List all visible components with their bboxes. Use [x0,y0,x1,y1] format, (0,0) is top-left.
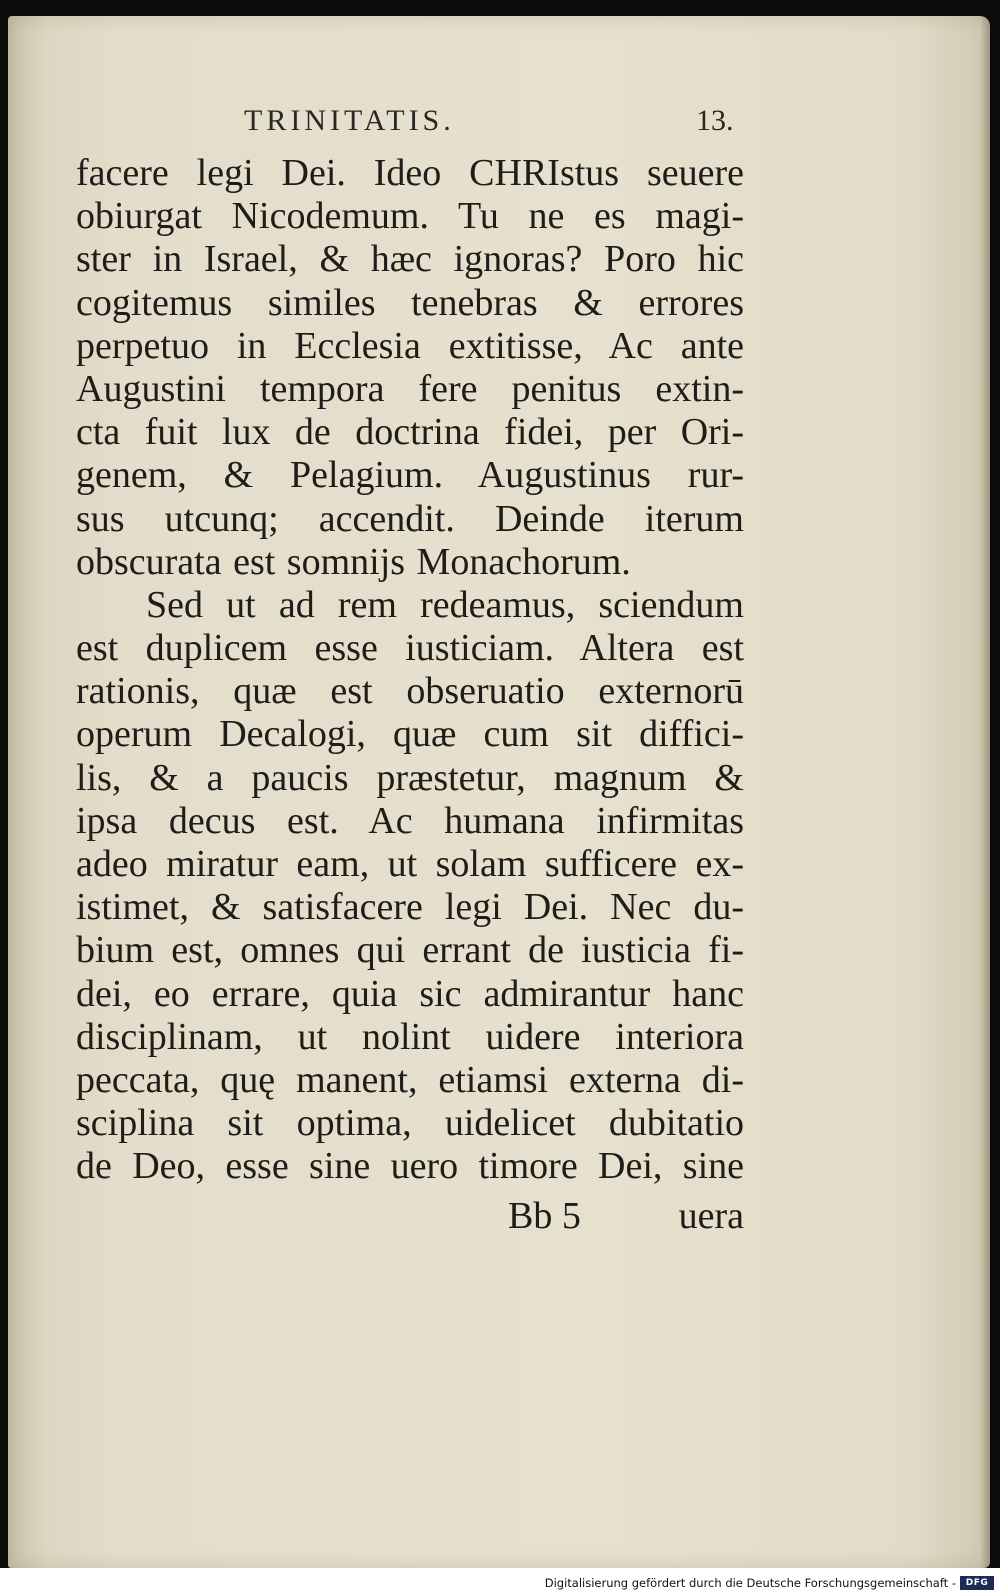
digitization-credit: Digitalisierung gefördert durch die Deutsche Forschungsgemeinschaft - [544,1576,956,1590]
signature-mark: Bb 5 [508,1195,581,1237]
text-line: adeo miratur eam, ut solam sufficere ex- [76,843,744,885]
text-line: sus utcunq; accendit. Deinde iterum [76,497,744,540]
text-line: operum Decalogi, quæ cum sit diffici- [76,713,744,756]
running-head: TRINITATIS. [244,104,455,137]
text-line: sciplina sit optima, uidelicet dubitatio [76,1102,744,1145]
text-block [76,152,744,1189]
text-line: bium est, omnes qui errant de iusticia fi- [76,929,744,972]
text-line: disciplinam, ut nolint uidere interiora [76,1015,744,1058]
book-page [8,16,990,1568]
text-line: lis, & a paucis præstetur, magnum & [76,756,744,799]
text-line: facere legi Dei. Ideo CHRIstus seuere [76,152,744,194]
text-line: perpetuo in Ecclesia extitisse, Ac ante [76,324,744,367]
dfg-logo: DFG [960,1576,994,1590]
catchword: uera [678,1195,744,1237]
text-line: istimet, & satisfacere legi Dei. Nec du- [76,886,744,929]
text-line: de Deo, esse sine uero timore Dei, sine [76,1145,744,1188]
text-line: cogitemus similes tenebras & errores [76,281,744,324]
text-line: genem, & Pelagium. Augustinus rur- [76,454,744,497]
text-line: peccata, quę manent, etiamsi externa di- [76,1058,744,1101]
folio-number: 13. [696,104,734,137]
signature-catchword-line [76,1194,744,1238]
text-line: est duplicem esse iusticiam. Altera est [76,627,744,670]
text-line: Augustini tempora fere penitus extin- [76,367,744,410]
text-line: rationis, quæ est obseruatio externorū [76,670,744,713]
text-line: obscurata est somnijs Monachorum. [76,540,631,583]
text-line: dei, eo errare, quia sic admirantur hanc [76,972,744,1015]
paragraph-start-line: Sed ut ad rem redeamus, sciendum [146,583,744,626]
text-line: obiurgat Nicodemum. Tu ne es magi- [76,195,744,238]
text-line: cta fuit lux de doctrina fidei, per Ori- [76,411,744,454]
text-line: ipsa decus est. Ac humana infirmitas [76,799,744,842]
text-line: ster in Israel, & hæc ignoras? Poro hic [76,238,744,281]
page-edge [980,16,990,1568]
footer-bar [0,1568,1000,1596]
